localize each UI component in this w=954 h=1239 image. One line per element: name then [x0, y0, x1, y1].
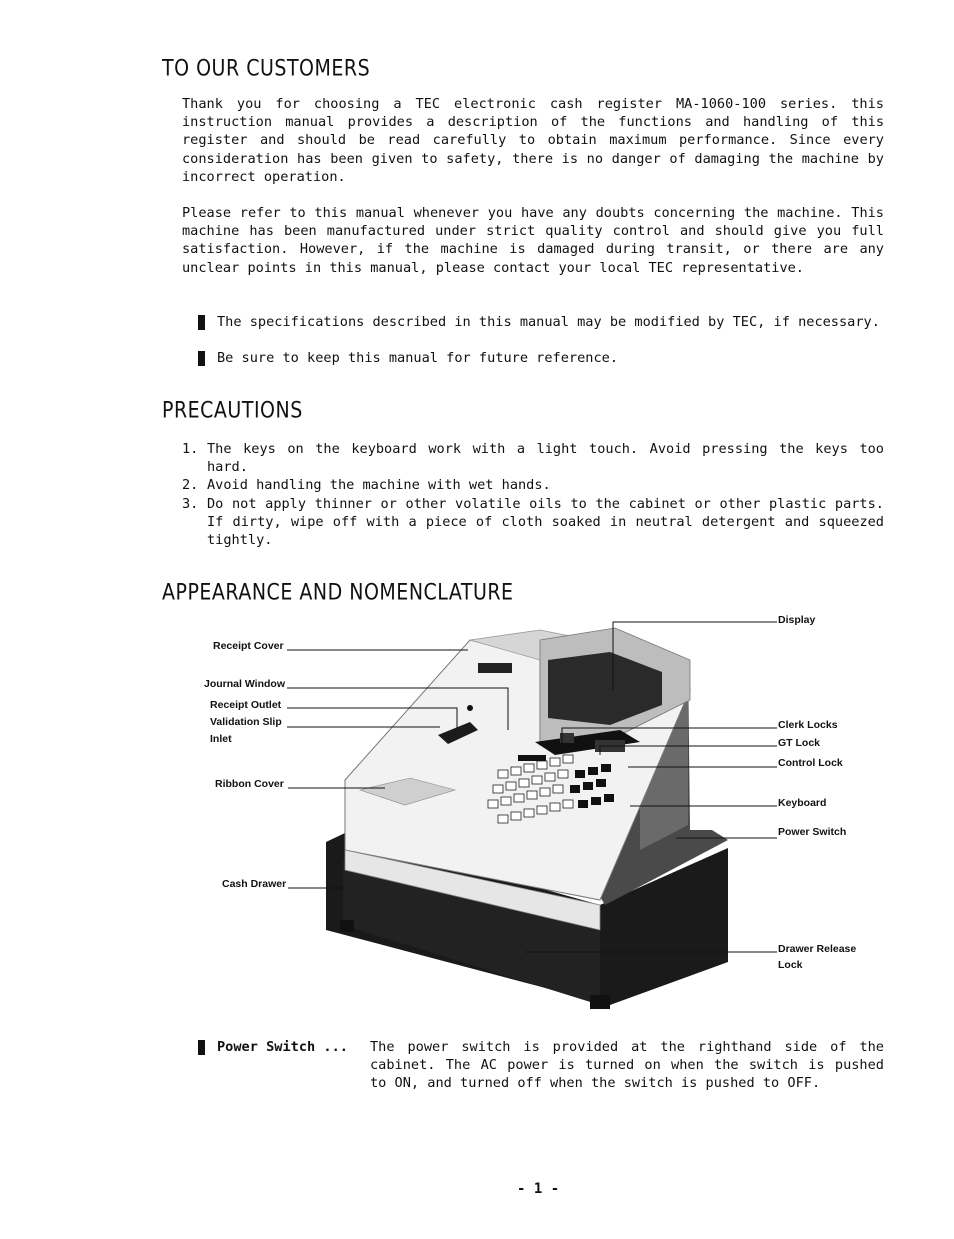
label-power-switch: Power Switch: [778, 826, 847, 838]
label-receipt-cover: Receipt Cover: [213, 640, 284, 652]
customers-paragraph-2: Please refer to this manual whenever you have any doubts concerning the machine. This machine has been manufactured under strict quality control and should give you full satisfaction. However, if the machine is damaged during transit, or there are any unclear points in this manual, please contact your local TEC representative.: [182, 205, 884, 276]
label-cash-drawer: Cash Drawer: [222, 878, 287, 890]
customers-paragraph-1: Thank you for choosing a TEC electronic cash register MA-1060-100 series. this instruction manual provides a description of the functions and handling of this register and should be read carefully to obtain maximum performance. Since every consideration has been given to safety, there is no danger of damaging the machine by incorrect operation.: [182, 96, 884, 185]
label-clerk-locks: Clerk Locks: [778, 719, 838, 731]
precaution-text: Do not apply thinner or other volatile oils to the cabinet or other plastic parts. If dirty, wipe off with a piece of cloth soaked in neutral detergent and squeezed tightly.: [207, 496, 884, 549]
power-switch-note: [198, 1038, 884, 1093]
precaution-text: The keys on the keyboard work with a light touch. Avoid pressing the keys too hard.: [207, 441, 884, 476]
page-number: - 1 -: [517, 1181, 560, 1197]
label-control-lock: Control Lock: [778, 757, 843, 769]
note-text: The specifications described in this manual may be modified by TEC, if necessary.: [217, 314, 880, 330]
bullet-square-icon: [198, 1040, 205, 1055]
journal-window: [478, 663, 512, 673]
label-validation-slip: Validation Slip: [210, 716, 282, 728]
power-switch-description: The power switch is provided at the righthand side of the cabinet. The AC power is turned on when the switch is pushed to ON, and turned off when the switch is pushed to OFF.: [370, 1039, 884, 1092]
label-display: Display: [778, 614, 816, 626]
label-drawer-release: Drawer Release: [778, 943, 857, 955]
label-ribbon-cover: Ribbon Cover: [215, 778, 284, 790]
label-validation-slip-inlet: Inlet: [210, 733, 232, 745]
precaution-number: 1.: [182, 441, 199, 457]
label-drawer-release-lock: Lock: [778, 959, 803, 971]
precaution-number: 3.: [182, 496, 199, 512]
precaution-number: 2.: [182, 477, 199, 493]
heading-to-our-customers: TO OUR CUSTOMERS: [162, 56, 371, 82]
precaution-text: Avoid handling the machine with wet hands.: [207, 477, 551, 493]
label-keyboard: Keyboard: [778, 797, 827, 809]
power-switch-term: Power Switch ...: [217, 1039, 348, 1055]
label-gt-lock: GT Lock: [778, 737, 821, 749]
label-journal-window: Journal Window: [204, 678, 285, 690]
label-receipt-outlet: Receipt Outlet: [210, 699, 282, 711]
heading-appearance-and-nomenclature: APPEARANCE AND NOMENCLATURE: [162, 580, 514, 606]
note-text: Be sure to keep this manual for future reference.: [217, 350, 619, 366]
heading-precautions: PRECAUTIONS: [162, 398, 303, 424]
